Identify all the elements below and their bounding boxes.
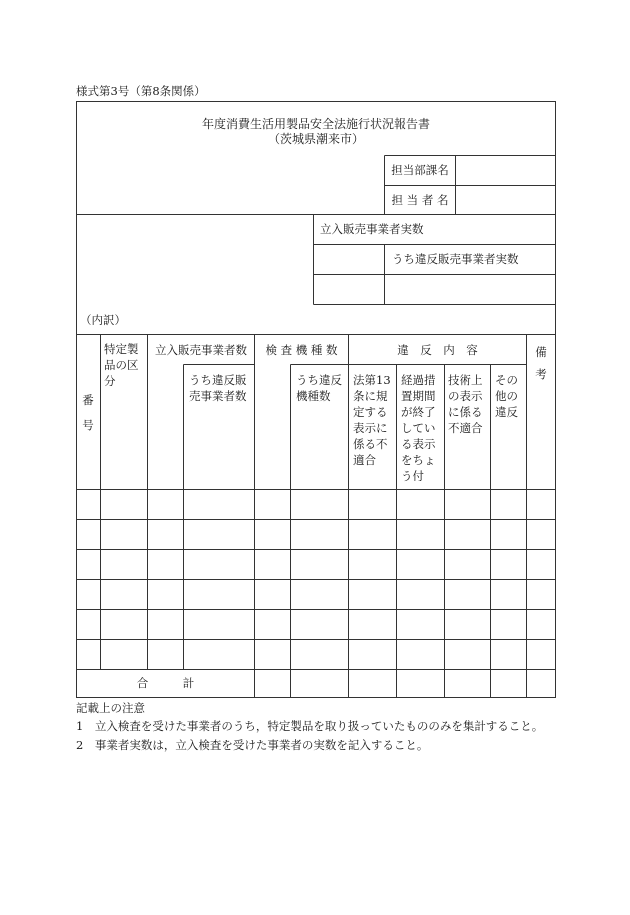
table-cell-violating-businesses[interactable] [184, 520, 254, 549]
table-cell-v3[interactable] [445, 640, 490, 669]
total-cell-v1[interactable] [349, 670, 396, 697]
table-cell-violating-models[interactable] [291, 580, 348, 609]
table-cell-v4[interactable] [491, 580, 526, 609]
table-cell-inspected-businesses[interactable] [148, 550, 183, 579]
table-cell-violating-models[interactable] [291, 490, 348, 519]
table-cell-inspected-models[interactable] [255, 610, 290, 639]
table-cell-product-category[interactable] [101, 550, 147, 579]
table-cell-number[interactable] [77, 580, 100, 609]
inspected-count-label: 立入販売事業者実数 [320, 222, 424, 236]
violating-count-label: うち違反販売事業者実数 [392, 252, 519, 266]
dept-label: 担当部課名 [391, 163, 449, 177]
header-violation-technical-label: 技術上の表示に係る不適合 [448, 373, 483, 435]
header-violation-label-nonconformity: 法第13条に規定する表示に係る不適合 [353, 373, 391, 467]
table-cell-violating-businesses[interactable] [184, 580, 254, 609]
header-remarks: 備考 [535, 345, 547, 381]
header-violating-businesses: うち違反販売事業者数 [189, 373, 247, 403]
table-cell-remarks[interactable] [527, 580, 555, 609]
table-cell-v2[interactable] [397, 490, 444, 519]
header-violation-content: 違 反 内 容 [397, 343, 478, 357]
header-number: 番号 [82, 393, 94, 432]
header-violating-models: うち違反機種数 [296, 373, 342, 403]
person-label: 担 当 者 名 [391, 193, 449, 207]
table-cell-v1[interactable] [349, 580, 396, 609]
table-cell-violating-businesses[interactable] [184, 610, 254, 639]
table-cell-v2[interactable] [397, 550, 444, 579]
table-cell-v4[interactable] [491, 490, 526, 519]
table-cell-inspected-businesses[interactable] [148, 490, 183, 519]
table-cell-v4[interactable] [491, 610, 526, 639]
table-cell-v3[interactable] [445, 550, 490, 579]
table-cell-number[interactable] [77, 490, 100, 519]
table-cell-remarks[interactable] [527, 640, 555, 669]
total-cell-v2[interactable] [397, 670, 444, 697]
table-cell-remarks[interactable] [527, 490, 555, 519]
table-cell-v2[interactable] [397, 520, 444, 549]
total-cell-remarks[interactable] [527, 670, 555, 697]
total-cell-v4[interactable] [491, 670, 526, 697]
table-cell-number[interactable] [77, 520, 100, 549]
table-cell-product-category[interactable] [101, 640, 147, 669]
report-title: 年度消費生活用製品安全法施行状況報告書 [201, 117, 430, 131]
form-number: 様式第3号（第8条関係） [76, 84, 206, 98]
total-cell-v3[interactable] [445, 670, 490, 697]
table-cell-v3[interactable] [445, 490, 490, 519]
table-cell-v1[interactable] [349, 520, 396, 549]
header-violation-other: その他の違反 [495, 373, 518, 419]
table-cell-number[interactable] [77, 610, 100, 639]
table-cell-violating-businesses[interactable] [184, 490, 254, 519]
table-cell-violating-businesses[interactable] [184, 550, 254, 579]
table-cell-violating-models[interactable] [291, 610, 348, 639]
table-cell-v1[interactable] [349, 640, 396, 669]
violating-count-field[interactable] [385, 275, 555, 304]
breakdown-label: （内訳） [80, 313, 126, 327]
table-cell-inspected-models[interactable] [255, 580, 290, 609]
table-cell-remarks[interactable] [527, 550, 555, 579]
header-inspected-businesses: 立入販売事業者数 [155, 343, 247, 357]
table-cell-v1[interactable] [349, 610, 396, 639]
table-cell-v4[interactable] [491, 550, 526, 579]
table-cell-inspected-models[interactable] [255, 550, 290, 579]
table-cell-violating-models[interactable] [291, 640, 348, 669]
table-cell-v3[interactable] [445, 610, 490, 639]
header-inspected-models: 検 査 機 種 数 [265, 343, 338, 357]
report-subtitle: （茨城県潮来市） [267, 132, 364, 146]
table-cell-v2[interactable] [397, 610, 444, 639]
table-cell-number[interactable] [77, 640, 100, 669]
table-cell-inspected-businesses[interactable] [148, 580, 183, 609]
table-cell-number[interactable] [77, 550, 100, 579]
table-cell-product-category[interactable] [101, 490, 147, 519]
total-cell-violating-models[interactable] [291, 670, 348, 697]
total-cell-inspected-models[interactable] [255, 670, 290, 697]
table-cell-inspected-models[interactable] [255, 490, 290, 519]
table-cell-inspected-businesses[interactable] [148, 520, 183, 549]
table-cell-violating-businesses[interactable] [184, 640, 254, 669]
table-cell-v3[interactable] [445, 580, 490, 609]
table-cell-v1[interactable] [349, 550, 396, 579]
table-cell-product-category[interactable] [101, 580, 147, 609]
table-cell-product-category[interactable] [101, 610, 147, 639]
header-product-category: 特定製品の区分 [104, 342, 139, 388]
table-cell-remarks[interactable] [527, 520, 555, 549]
table-cell-v1[interactable] [349, 490, 396, 519]
table-cell-v2[interactable] [397, 640, 444, 669]
table-cell-inspected-businesses[interactable] [148, 640, 183, 669]
table-cell-remarks[interactable] [527, 610, 555, 639]
table-cell-violating-models[interactable] [291, 520, 348, 549]
note-item: 2 事業者実数は，立入検査を受けた事業者の実数を記入すること。 [76, 738, 429, 752]
notes-heading: 記載上の注意 [76, 701, 145, 715]
inspected-count-field[interactable] [314, 275, 384, 304]
table-cell-inspected-models[interactable] [255, 520, 290, 549]
table-cell-v4[interactable] [491, 520, 526, 549]
table-cell-inspected-businesses[interactable] [148, 610, 183, 639]
table-cell-v4[interactable] [491, 640, 526, 669]
table-cell-violating-models[interactable] [291, 550, 348, 579]
table-cell-product-category[interactable] [101, 520, 147, 549]
table-cell-inspected-models[interactable] [255, 640, 290, 669]
note-item: 1 立入検査を受けた事業者のうち，特定製品を取り扱っていたもののみを集計すること。 [76, 719, 544, 733]
total-label: 合 計 [136, 676, 195, 690]
table-cell-v3[interactable] [445, 520, 490, 549]
table-cell-v2[interactable] [397, 580, 444, 609]
header-violation-expired-label: 経過措置期間が終了している表示をちょう付 [401, 373, 436, 483]
